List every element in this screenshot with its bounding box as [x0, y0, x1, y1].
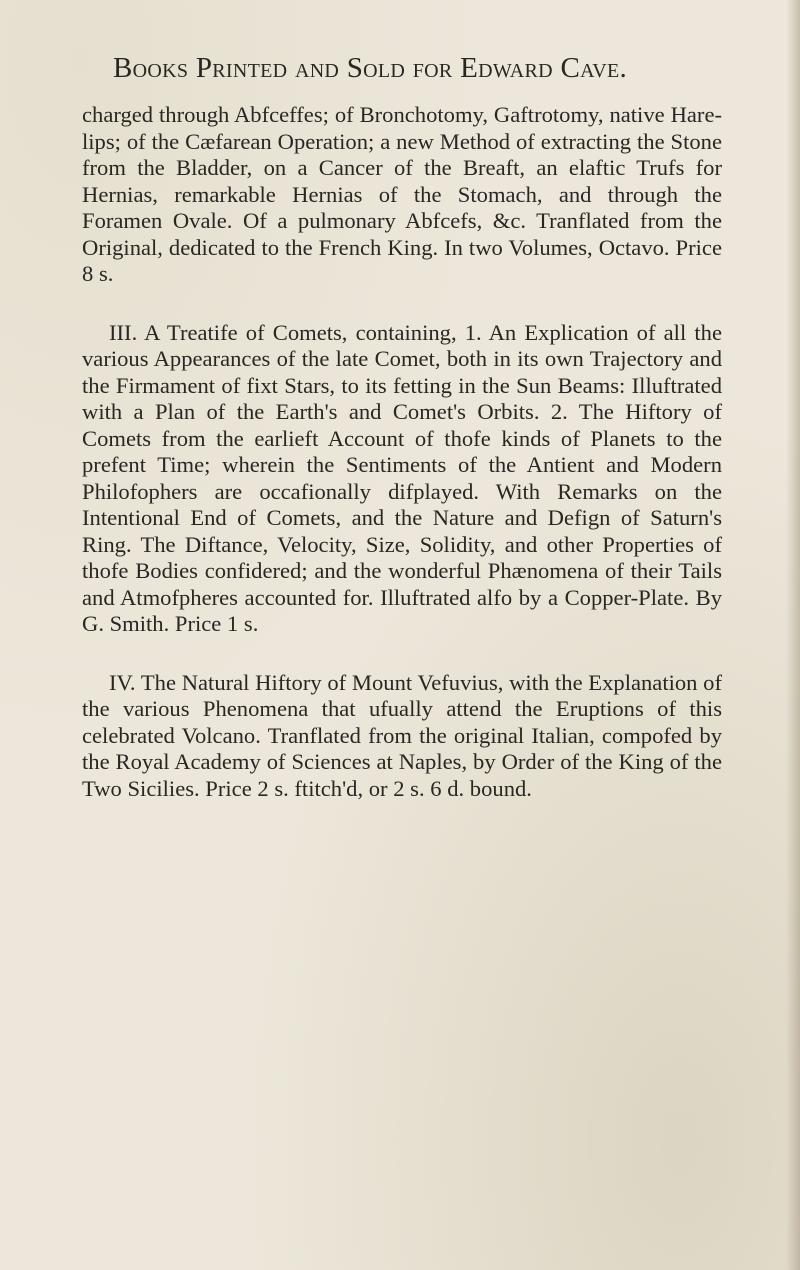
paragraph-continuation: charged through Abfceffes; of Bronchotomy, Gaftrotomy, native Hare-lips; of the Cæfarean Operation; a new Method of extracting the Stone from the Bladder, on a Cancer of the Breaft, an elaftic Trufs for Hernias, remarkable Hernias of the Stomach, and through the Foramen Ovale. Of a pulmonary Abfcefs, &c. Tranflated from the Original, dedicated to the French King. In two Volumes, Octavo. Price 8 s.	[82, 102, 722, 286]
page-edge-shadow	[786, 0, 800, 1270]
running-header	[113, 52, 733, 85]
paragraph-treatise-of-comets: III. A Treatife of Comets, containing, 1. An Explication of all the various Appearances of the late Comet, both in its own Trajectory and the Firmament of fixt Stars, to its fetting in the Sun Beams: Illuftrated with a Plan of the Earth's and Comet's Orbits. 2. The Hiftory of Comets from the earlieft Account of thofe kinds of Planets to the prefent Time; wherein the Sentiments of the Antient and Modern Philofophers are occafionally difplayed. With Remarks on the Intentional End of Comets, and the Nature and Defign of Saturn's Ring. The Diftance, Velocity, Size, Solidity, and other Properties of thofe Bodies confidered; and the wonderful Phænomena of their Tails and Atmofpheres accounted for. Illuftrated alfo by a Copper-Plate. By G. Smith. Price 1 s.	[82, 319, 722, 636]
page-body	[82, 102, 722, 802]
header-prefix: Books Printed and Sold for	[113, 52, 453, 84]
header-publisher-name: Edward Cave.	[460, 52, 628, 84]
paragraph-mount-vesuvius: IV. The Natural Hiftory of Mount Vefuvius, with the Explanation of the various Phenomena that ufually attend the Eruptions of this celebrated Volcano. Tranflated from the original Italian, compofed by the Royal Academy of Sciences at Naples, by Order of the King of the Two Sicilies. Price 2 s. ftitch'd, or 2 s. 6 d. bound.	[82, 669, 722, 801]
